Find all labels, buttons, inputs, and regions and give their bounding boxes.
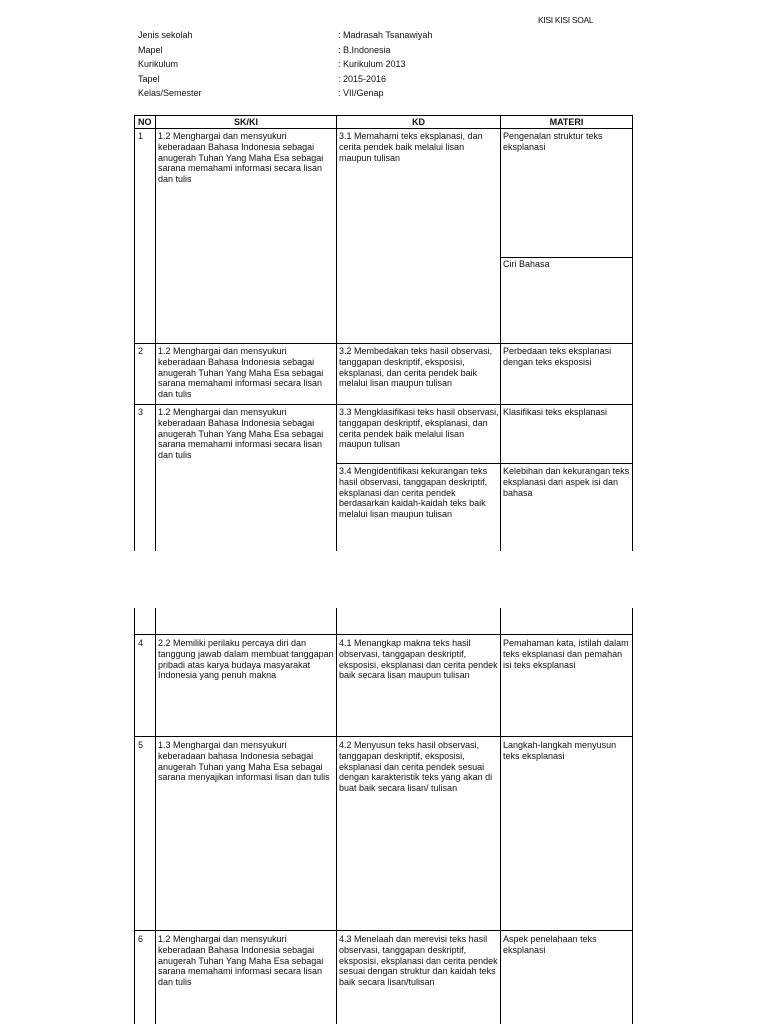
table-border — [134, 115, 135, 551]
row-3-ski: 1.2 Menghargai dan mensyukuri keberadaan Bahasa Indonesia sebagai anugerah Tuhan Yang Maha Esa sebagai sarana memahami informasi secara lisan dan tulis — [158, 407, 324, 461]
row-5-kd: 4.2 Menyusun teks hasil observasi, tanggapan deskriptif, eksposisi, eksplanasi dan cerita pendek sesuai dengan karakteristik teks yang akan di buat baik secara lisan/ tulisan — [339, 740, 493, 794]
row-5-materi: Langkah-langkah menyusun teks eksplanasi — [503, 740, 617, 761]
meta-label-kelas-semester: Kelas/Semester — [138, 88, 202, 98]
row-4-ski: 2.2 Memiliki perilaku percaya diri dan tanggung jawab dalam membuat tanggapan pribadi atas karya budaya masyarakat Indonesia yang penuh makna — [158, 638, 334, 681]
row-1-materi-b: Ciri Bahasa — [503, 259, 550, 269]
row-3-materi: Klasifikasi teks eksplanasi — [503, 407, 608, 417]
row-1-materi-a: Pengenalan struktur teks eksplanasi — [503, 131, 603, 152]
meta-value-mapel: : B.Indonesia — [338, 45, 391, 55]
row-2-kd: 3.2 Membedakan teks hasil observasi, tanggapan deskriptif, eksposisi, eksplanasi, dan cerita pendek baik melalui lisan maupun tulisan — [339, 346, 493, 389]
table-border — [134, 736, 633, 737]
row-3-materi-2: Kelebihan dan kekurangan teks eksplanasi dari aspek isi dan bahasa — [503, 466, 630, 498]
row-3-no: 3 — [138, 407, 144, 417]
row-5-no: 5 — [138, 740, 144, 750]
header-no: NO — [138, 117, 152, 127]
meta-value-kurikulum: : Kurikulum 2013 — [338, 59, 406, 69]
table-border — [134, 115, 633, 116]
table-border — [336, 463, 633, 464]
row-3-kd: 3.3 Mengklasifikasi teks hasil observasi, tanggapan deskriptif, eksplanasi, dan cerita pendek baik melalui lisan maupun tulisan — [339, 407, 499, 450]
row-4-kd: 4.1 Menangkap makna teks hasil observasi, tanggapan deskriptif, eksposisi, eksplanasi dan cerita pendek baik secara lisan maupun tulisan — [339, 638, 498, 681]
header-kd: KD — [412, 117, 425, 127]
meta-label-jenis-sekolah: Jenis sekolah — [138, 30, 193, 40]
table-border — [134, 608, 135, 1024]
table-border — [336, 115, 337, 551]
row-3-kd-2: 3.4 Mengidentifikasi kekurangan teks hasil observasi, tanggapan deskriptif, eksplanasi dan cerita pendek berdasarkan kaidah-kaidah teks baik melalui lisan maupun tulisan — [339, 466, 488, 520]
doc-title: KISI KISI SOAL — [538, 15, 594, 25]
meta-label-tapel: Tapel — [138, 74, 160, 84]
meta-value-kelas-semester: : VII/Genap — [338, 88, 384, 98]
meta-label-mapel: Mapel — [138, 45, 163, 55]
row-2-materi: Perbedaan teks eksplanasi dengan teks eksposisi — [503, 346, 612, 367]
meta-value-jenis-sekolah: : Madrasah Tsanawiyah — [338, 30, 433, 40]
row-4-no: 4 — [138, 638, 144, 648]
table-border — [134, 343, 633, 344]
header-sk-ki: SK/KI — [233, 117, 258, 127]
row-1-kd: 3.1 Memahami teks eksplanasi, dan cerita pendek baik melalui lisan maupun tulisan — [339, 131, 483, 163]
row-4-materi: Pemahaman kata, istilah dalam teks eksplanasi dan pemahan isi teks eksplanasi — [503, 638, 629, 670]
table-border — [134, 634, 633, 635]
row-5-ski: 1.3 Menghargai dan mensyukuri keberadaan bahasa Indonesia sebagai anugerah Tuhan yang Maha Esa sebagai sarana menyajikan informasi lisan dan tulis — [158, 740, 330, 783]
header-materi: MATERI — [549, 117, 584, 127]
row-6-no: 6 — [138, 934, 144, 944]
table-border — [134, 930, 633, 931]
meta-value-tapel: : 2015-2016 — [338, 74, 387, 84]
row-6-materi: Aspek penelahaan teks eksplanasi — [503, 934, 597, 955]
row-1-no: 1 — [138, 131, 144, 141]
table-border — [134, 128, 633, 129]
row-6-ski: 1.2 Menghargai dan mensyukuri keberadaan Bahasa Indonesia sebagai anugerah Tuhan Yang Maha Esa sebagai sarana memahami informasi secara lisan dan tulis — [158, 934, 324, 988]
table-border — [632, 608, 633, 1024]
table-border — [632, 115, 633, 551]
row-1-ski: 1.2 Menghargai dan mensyukuri keberadaan Bahasa Indonesia sebagai anugerah Tuhan Yang Maha Esa sebagai sarana memahami informasi secara lisan dan tulis — [158, 131, 324, 185]
row-6-kd: 4.3 Menelaah dan merevisi teks hasil observasi, tanggapan deskriptif, eksposisi, eksplanasi dan cerita pendek sesuai dengan struktur dan kaidah teks baik secara lisan/tulisan — [339, 934, 498, 988]
row-2-no: 2 — [138, 346, 144, 356]
row-2-ski: 1.2 Menghargai dan mensyukuri keberadaan Bahasa Indonesia sebagai anugerah Tuhan Yang Maha Esa sebagai sarana memahami informasi secara lisan dan tulis — [158, 346, 324, 400]
table-border — [155, 608, 156, 1024]
table-border — [500, 608, 501, 1024]
table-border — [336, 608, 337, 1024]
meta-label-kurikulum: Kurikulum — [138, 59, 179, 69]
table-border — [500, 257, 633, 258]
table-border — [500, 115, 501, 551]
table-border — [155, 115, 156, 551]
table-border — [134, 404, 633, 405]
